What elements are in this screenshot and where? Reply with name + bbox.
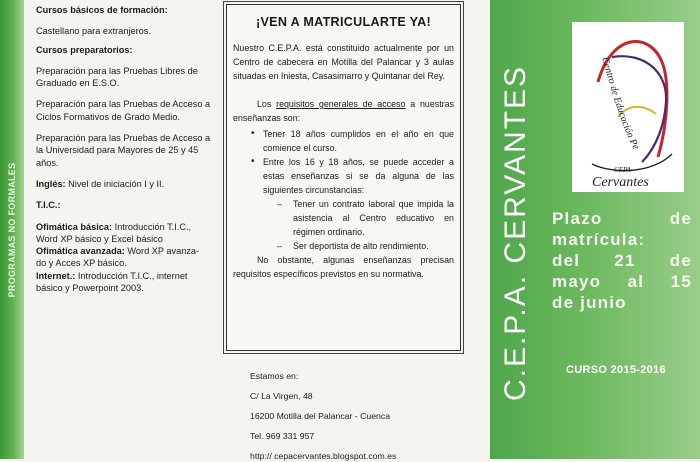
requirements-box	[226, 4, 461, 351]
enrollment-period	[552, 208, 692, 313]
plazo-line-1: Plazo de	[552, 209, 692, 228]
enroll-title: ¡VEN A MATRICULARTE YA!	[255, 15, 432, 29]
course-internet-line1	[36, 270, 211, 282]
logo-name-text: Cervantes	[592, 175, 649, 190]
course-eso-line2: Graduado en E.S.O.	[36, 78, 120, 89]
lead-pre: Los	[257, 99, 277, 109]
contact-street: C/ La Virgen, 48	[250, 391, 313, 401]
course-english	[36, 178, 211, 190]
course-fp-line2: Ciclos Formativos de Grado Medio.	[36, 111, 180, 122]
contact-phone: Tel. 969 331 957	[250, 431, 315, 441]
heading-prep-courses: Cursos preparatorios:	[36, 44, 133, 55]
course-office-adv-line2: do y Acces XP básico.	[36, 258, 127, 269]
course-uni-line3: años.	[36, 157, 59, 168]
office-adv-text: Word XP avanza-	[124, 246, 200, 257]
office-basic-label: Ofimática básica:	[36, 221, 113, 232]
office-basic-text: Introducción T.I.C.,	[112, 221, 192, 232]
course-office-adv-line1	[36, 245, 211, 257]
course-list-panel	[36, 4, 211, 294]
left-green-strip	[0, 0, 24, 459]
course-year: CURSO 2015-2016	[566, 364, 666, 376]
english-label: Inglés:	[36, 178, 66, 189]
plazo-line-3: del 21 de	[552, 251, 692, 270]
lead-emphasis: requisitos generales de acceso	[276, 99, 406, 109]
course-fp-line1: Preparación para las Pruebas de Acceso a	[36, 99, 211, 110]
logo-base-arc	[592, 154, 672, 171]
dash-athlete: – Ser deportista de alto rendimiento.	[233, 239, 454, 253]
dash-work-contract: – Tener un contrato laboral que impida la asistencia al Centro educativo en régimen ordinario.	[233, 197, 454, 239]
cepa-logo-graphic	[572, 22, 684, 192]
intro-paragraph: Nuestro C.E.P.A. está constituido actualmente por un Centro de cabecera en Motilla del Palancar y 3 aulas situadas en Iniesta, Casasimarro y Quintanar del Rey.	[233, 43, 454, 81]
plazo-line-5: de junio	[552, 293, 627, 312]
logo-box	[572, 22, 684, 192]
contact-web: http:// cepacervantes.blogspot.com.es	[250, 451, 397, 461]
course-spanish: Castellano para extranjeros.	[36, 26, 151, 37]
course-office-basic-line2: Word XP básico y Excel básico	[36, 233, 163, 244]
course-internet-line2: básico y Powerpoint 2003.	[36, 283, 144, 294]
course-uni-line2: la Universidad para Mayores de 25 y 45	[36, 145, 199, 156]
course-uni-line1: Preparación para las Pruebas de Acceso a	[36, 133, 211, 144]
internet-text: Introducción T.I.C., internet	[75, 270, 188, 281]
course-eso-line1: Preparación para las Pruebas Libres de	[36, 65, 198, 76]
contact-block	[250, 370, 450, 462]
vertical-label: PROGRAMAS NO FORMALES	[7, 162, 17, 298]
closing-paragraph: No obstante, algunas enseñanzas precisan requisitos específicos previstos en su normativa.	[233, 255, 454, 279]
course-office-basic-line1	[36, 221, 211, 233]
requirements-lead	[233, 97, 454, 125]
bullet-age-18: • Tener 18 años cumplidos en el año en que comience el curso.	[233, 127, 454, 155]
cover-title: C.E.P.A. CERVANTES	[499, 64, 532, 402]
vertical-label-box	[4, 140, 20, 320]
bullet-age-16-18: • Entre los 16 y 18 años, se puede acceder a estas enseñanzas si se da alguna de las siguientes circunstancias:	[233, 155, 454, 197]
office-adv-label: Ofimática avanzada:	[36, 246, 125, 257]
heading-tic: T.I.C.:	[36, 200, 61, 211]
lead-post: a nuestras enseñanzas son:	[233, 99, 454, 123]
contact-city: 16200 Motilla del Palancar - Cuenca	[250, 411, 391, 421]
cover-panel	[490, 0, 700, 459]
logo-arc-text: Centro de Educación Pe	[599, 55, 642, 152]
plazo-line-2: matrícula:	[552, 230, 646, 249]
plazo-line-4: mayo al 15	[552, 272, 692, 291]
english-level: Nivel de iniciación I y II.	[65, 178, 165, 189]
requirements-body	[233, 41, 454, 281]
cover-title-box	[494, 64, 538, 402]
internet-label: Internet.:	[36, 270, 76, 281]
contact-heading: Estamos en:	[250, 371, 299, 381]
heading-basic-courses: Cursos básicos de formación:	[36, 5, 168, 15]
logo-small-text: CEPA	[614, 166, 631, 174]
